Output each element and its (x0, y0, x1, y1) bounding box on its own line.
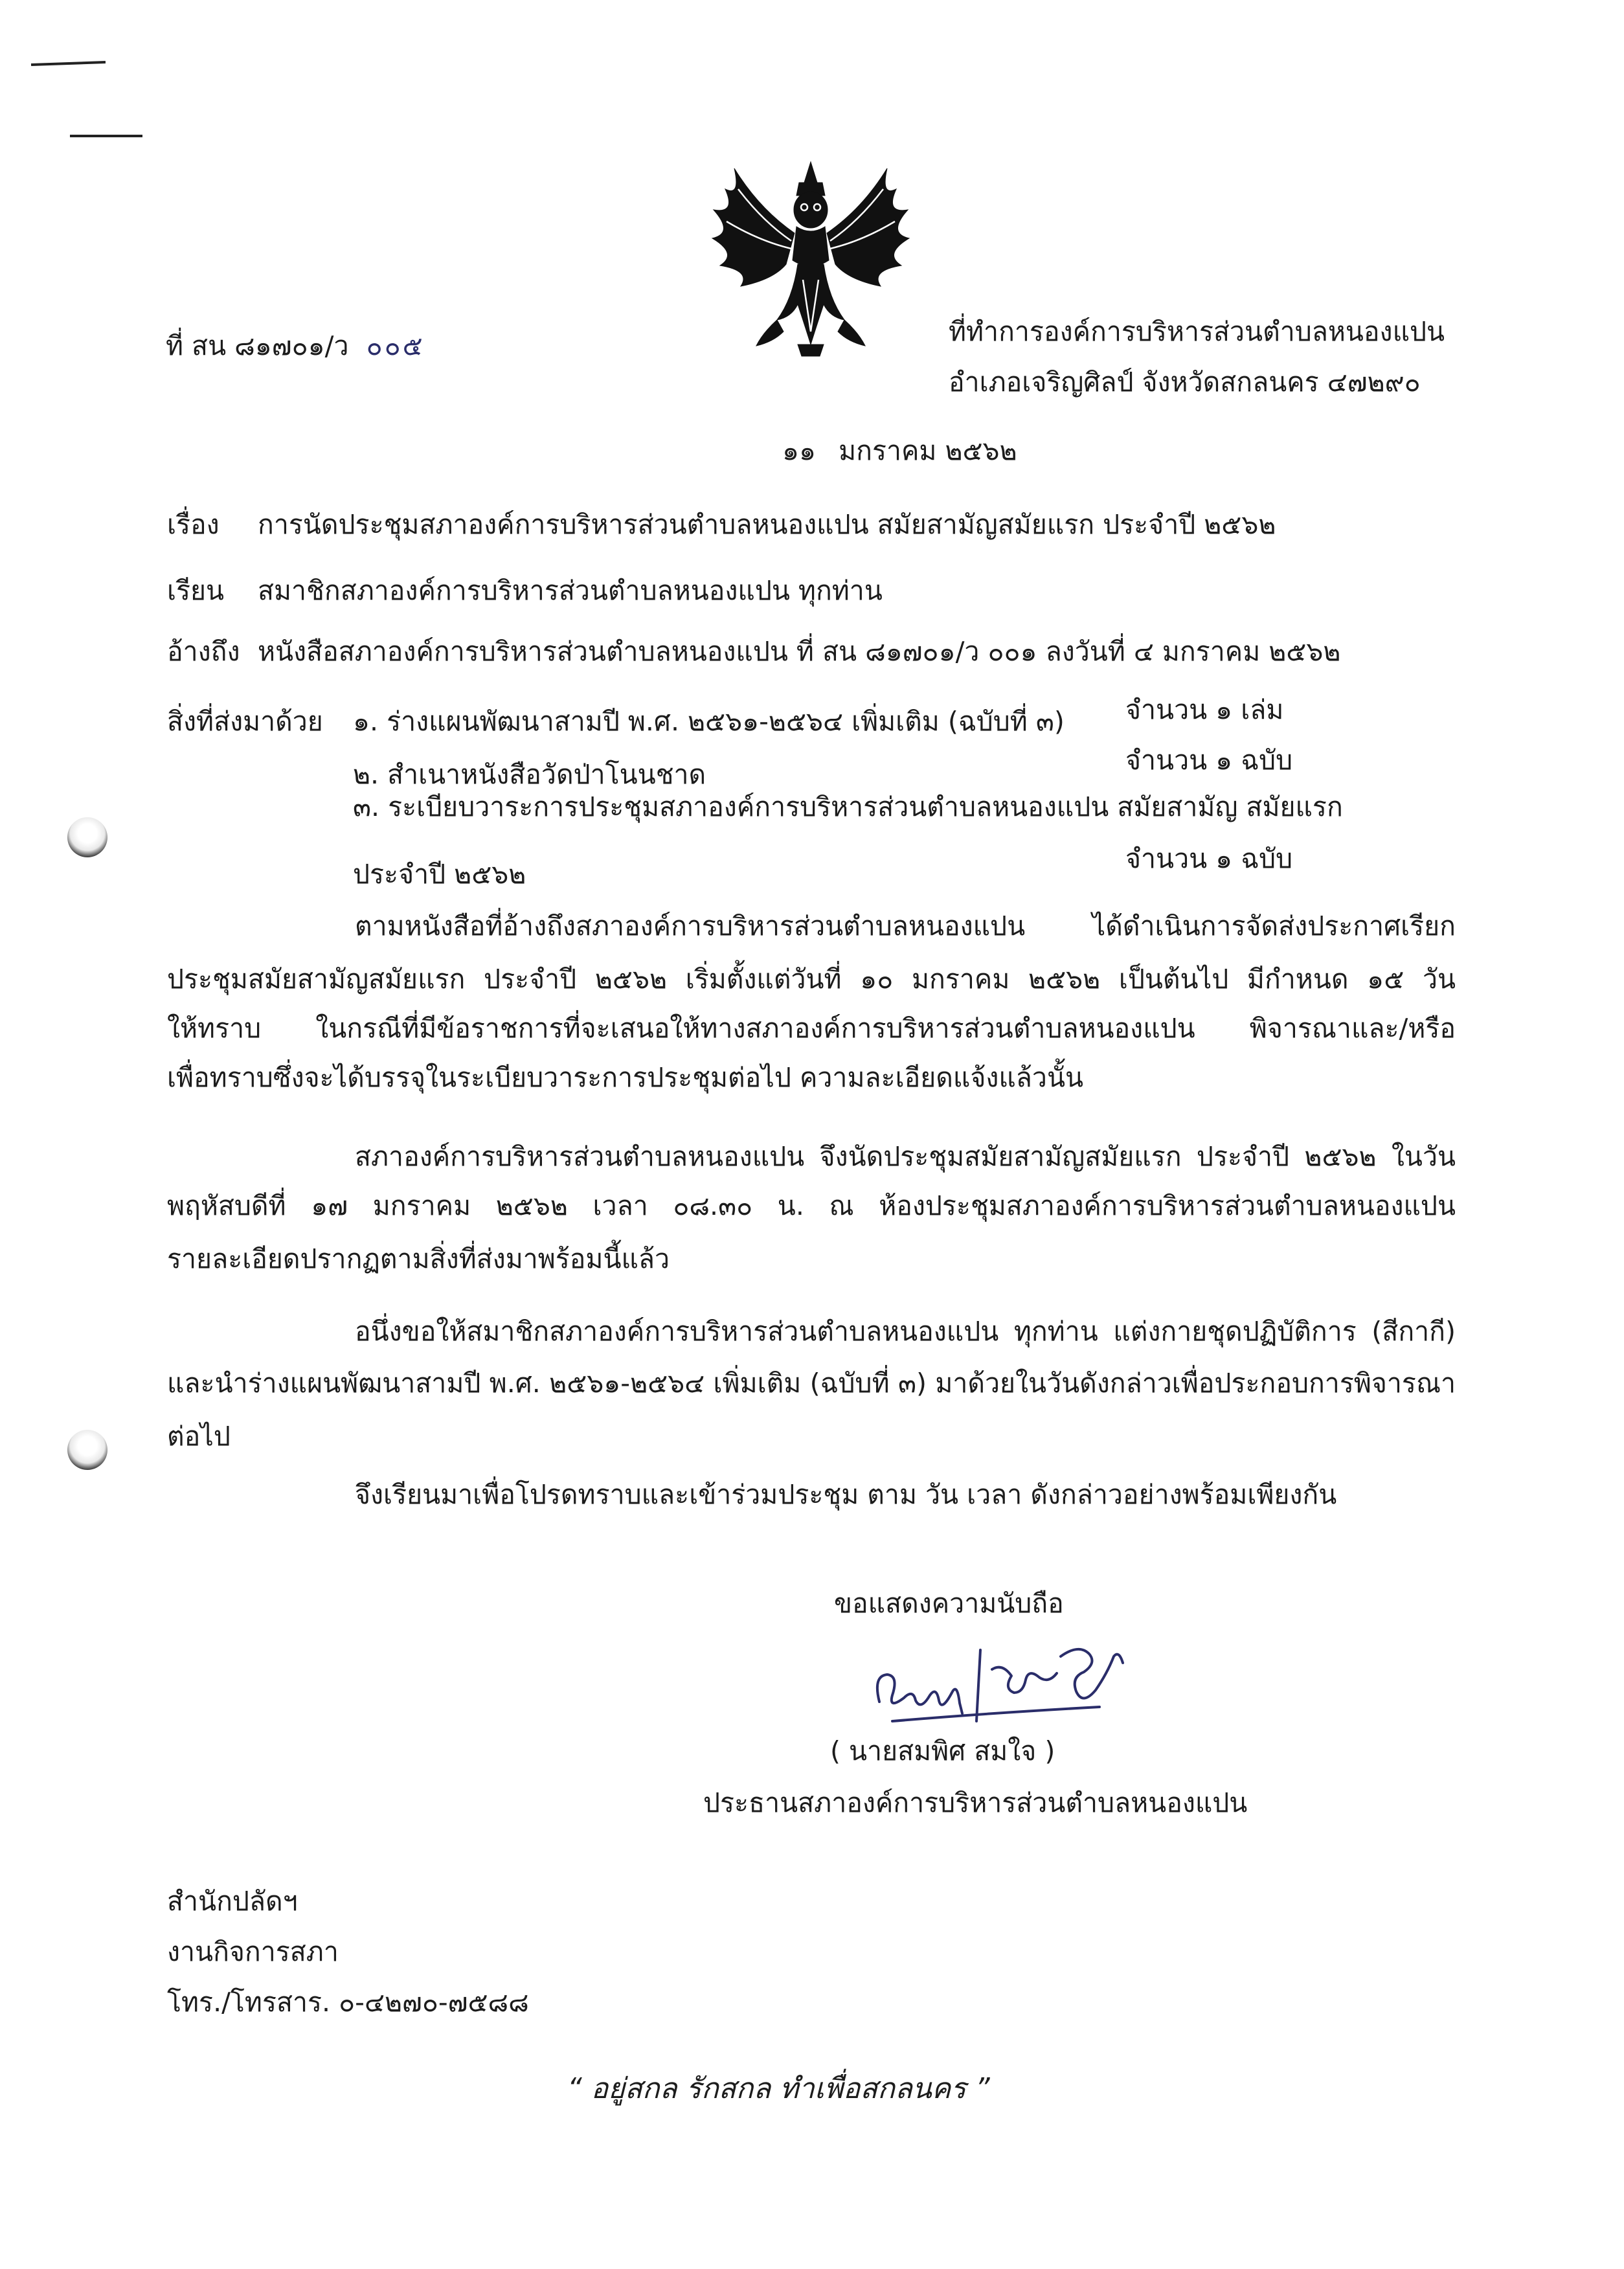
paragraph-1-line-2: ประชุมสมัยสามัญสมัยแรก ประจำปี ๒๕๖๒ เริ่มตั้งแต่วันที่ ๑๐ มกราคม ๒๕๖๒ เป็นต้นไป มีกำหนด ๑๕ วัน (167, 964, 1456, 995)
subject-text: การนัดประชุมสภาองค์การบริหารส่วนตำบลหนองแปน สมัยสามัญสมัยแรก ประจำปี ๒๕๖๒ (258, 509, 1276, 540)
enclosure-item: ๒. สำเนาหนังสือวัดป่าโนนชาด (353, 759, 706, 790)
to-label: เรียน (167, 575, 225, 606)
footer-phone: โทร./โทรสาร. ๐-๔๒๗๐-๗๕๘๘ (167, 1987, 529, 2018)
office-address-line-2: อำเภอเจริญศิลป์ จังหวัดสกลนคร ๔๗๒๙๐ (949, 367, 1421, 398)
enclosure-quantity: จำนวน ๑ เล่ม (1125, 694, 1284, 725)
signatory-name: ( นายสมพิศ สมใจ ) (830, 1735, 1055, 1767)
footer-office: สำนักปลัดฯ (167, 1886, 298, 1917)
reference-label: อ้างถึง (167, 636, 240, 667)
closing-salutation: ขอแสดงความนับถือ (834, 1588, 1064, 1619)
paragraph-4-line-1: จึงเรียนมาเพื่อโปรดทราบและเข้าร่วมประชุม ตาม วัน เวลา ดังกล่าวอย่างพร้อมเพียงกัน (355, 1479, 1337, 1510)
paragraph-3-line-3: ต่อไป (167, 1421, 231, 1452)
enclosure-item-continuation: ประจำปี ๒๕๖๒ (353, 859, 526, 890)
enclosure-quantity: จำนวน ๑ ฉบับ (1125, 745, 1293, 776)
document-date (782, 435, 1017, 467)
footer-section: งานกิจการสภา (167, 1936, 339, 1967)
footer-slogan: “ อยู่สกล รักสกล ทำเพื่อสกลนคร ” (567, 2072, 990, 2105)
paragraph-3-line-1: อนึ่งขอให้สมาชิกสภาองค์การบริหารส่วนตำบลหนองแปน ทุกท่าน แต่งกายชุดปฏิบัติการ (สีกากี) (355, 1316, 1456, 1347)
paragraph-1-line-4: เพื่อทราบซึ่งจะได้บรรจุในระเบียบวาระการประชุมต่อไป ความละเอียดแจ้งแล้วนั้น (167, 1062, 1084, 1093)
reference-prefix: ที่ สน ๘๑๗๐๑/ว (166, 330, 349, 361)
enclosure-item: ๑. ร่างแผนพัฒนาสามปี พ.ศ. ๒๕๖๑-๒๕๖๔ เพิ่มเติม (ฉบับที่ ๓) (353, 706, 1065, 737)
reference-text: หนังสือสภาองค์การบริหารส่วนตำบลหนองแปน ที่ สน ๘๑๗๐๑/ว ๐๐๑ ลงวันที่ ๔ มกราคม ๒๕๖๒ (258, 636, 1341, 667)
date-day: ๑๑ (782, 435, 817, 466)
subject-label: เรื่อง (167, 509, 220, 540)
paragraph-2-line-1: สภาองค์การบริหารส่วนตำบลหนองแปน จึงนัดประชุมสมัยสามัญสมัยแรก ประจำปี ๒๕๖๒ ในวัน (355, 1141, 1456, 1172)
garuda-emblem-icon (701, 150, 921, 364)
paragraph-1-line-3: ให้ทราบ ในกรณีที่มีข้อราชการที่จะเสนอให้ทางสภาองค์การบริหารส่วนตำบลหนองแปน พิจารณาและ/หรือ (167, 1013, 1456, 1044)
punch-hole (67, 817, 107, 857)
enclosure-item: ๓. ระเบียบวาระการประชุมสภาองค์การบริหารส่วนตำบลหนองแปน สมัยสามัญ สมัยแรก (353, 791, 1343, 822)
scan-mark (31, 61, 106, 66)
reference-number (166, 330, 425, 362)
punch-hole (67, 1430, 107, 1470)
paragraph-2-line-2: พฤหัสบดีที่ ๑๗ มกราคม ๒๕๖๒ เวลา ๐๘.๓๐ น. ณ ห้องประชุมสภาองค์การบริหารส่วนตำบลหนองแปน (167, 1190, 1456, 1221)
paragraph-2-line-3: รายละเอียดปรากฏตามสิ่งที่ส่งมาพร้อมนี้แล้ว (167, 1243, 670, 1274)
enclosures-label: สิ่งที่ส่งมาด้วย (167, 706, 323, 737)
paragraph-1-line-1: ตามหนังสือที่อ้างถึงสภาองค์การบริหารส่วนตำบลหนองแปน ได้ดำเนินการจัดส่งประกาศเรียก (355, 910, 1456, 942)
enclosure-quantity: จำนวน ๑ ฉบับ (1125, 843, 1293, 874)
to-text: สมาชิกสภาองค์การบริหารส่วนตำบลหนองแปน ทุกท่าน (258, 575, 883, 606)
paragraph-3-line-2: และนำร่างแผนพัฒนาสามปี พ.ศ. ๒๕๖๑-๒๕๖๔ เพิ่มเติม (ฉบับที่ ๓) มาด้วยในวันดังกล่าวเพื่อประกอบการพิจารณา (167, 1368, 1456, 1399)
office-address-line-1: ที่ทำการองค์การบริหารส่วนตำบลหนองแปน (949, 316, 1445, 347)
handwritten-number: ๐๐๕ (366, 330, 425, 361)
scan-mark (70, 135, 142, 137)
date-month-year: มกราคม ๒๕๖๒ (839, 435, 1017, 466)
handwritten-signature (853, 1631, 1125, 1734)
signatory-position: ประธานสภาองค์การบริหารส่วนตำบลหนองแปน (703, 1787, 1248, 1818)
